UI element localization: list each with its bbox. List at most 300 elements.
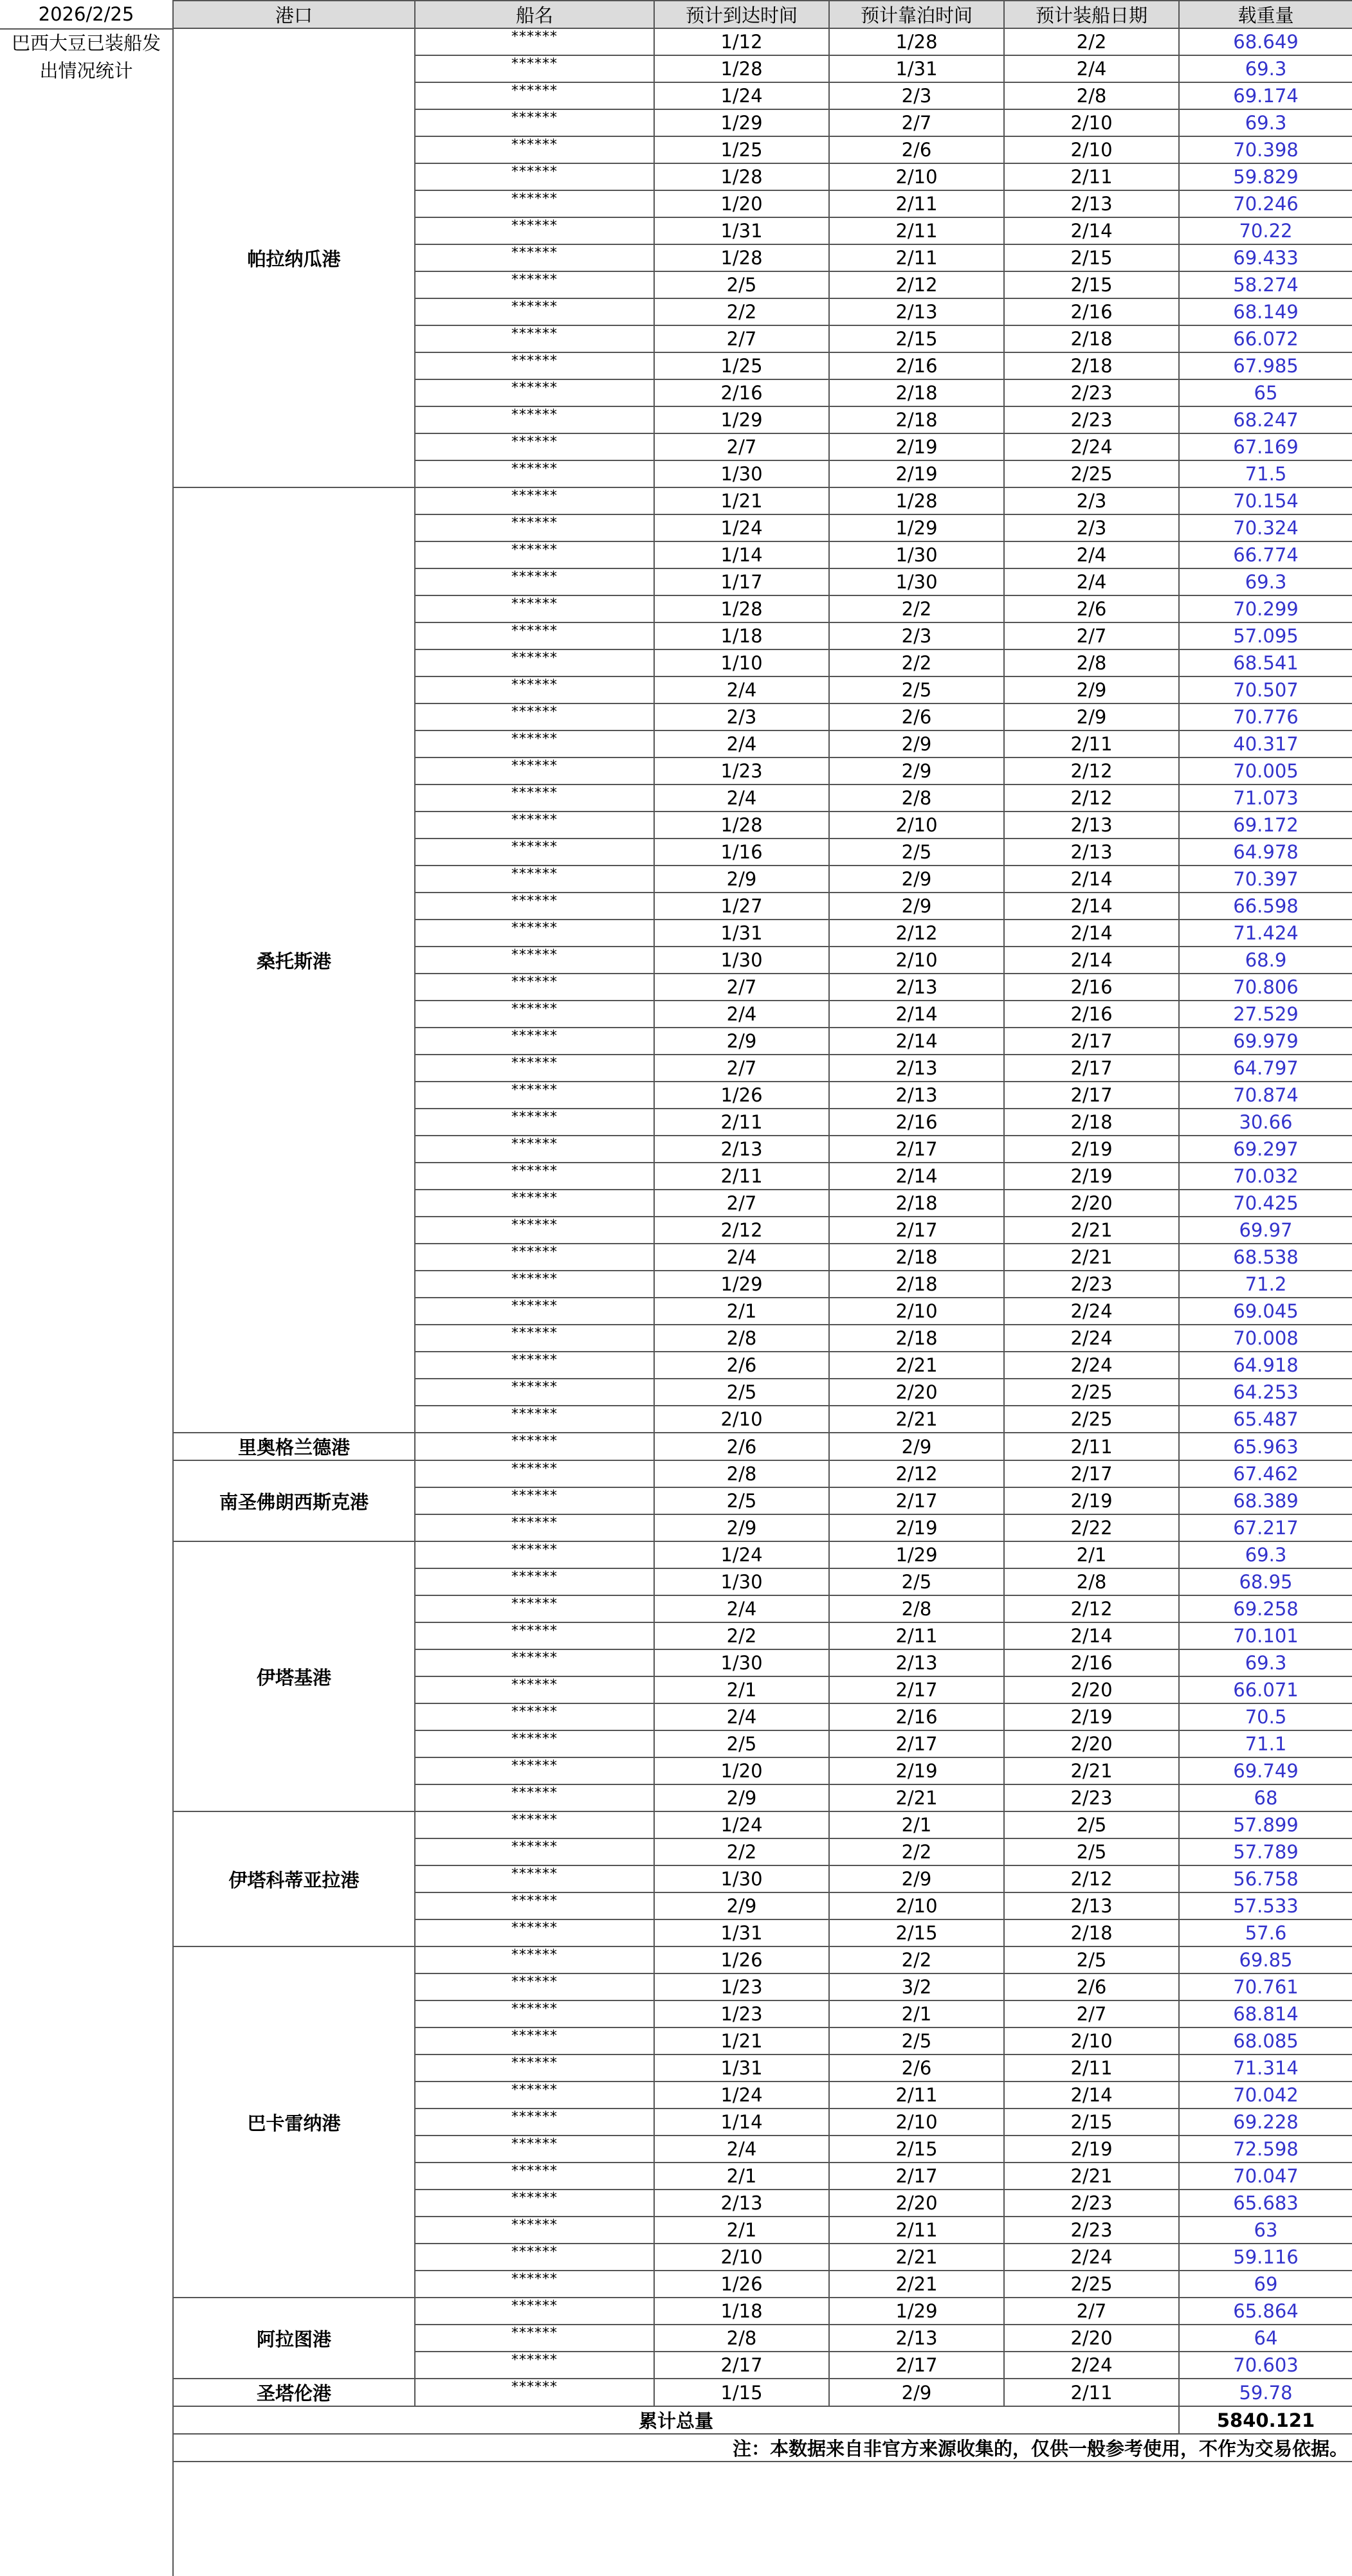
loading-date-cell: 2/16 (1004, 1649, 1179, 1676)
loading-date-cell: 2/11 (1004, 730, 1179, 757)
berthing-cell: 2/13 (829, 2325, 1004, 2352)
berthing-cell: 2/11 (829, 2217, 1004, 2244)
loading-date-cell: 2/20 (1004, 1190, 1179, 1217)
loading-date-cell: 2/12 (1004, 785, 1179, 812)
tonnage-cell: 59.116 (1179, 2244, 1352, 2271)
eta-cell: 2/9 (654, 1784, 829, 1811)
tonnage-cell: 69 (1179, 2271, 1352, 2298)
eta-cell: 2/2 (654, 1622, 829, 1649)
berthing-cell: 1/30 (829, 541, 1004, 568)
tonnage-cell: 65.864 (1179, 2298, 1352, 2325)
loading-date-cell: 2/23 (1004, 2217, 1179, 2244)
tonnage-cell: 66.774 (1179, 541, 1352, 568)
eta-cell: 1/29 (654, 109, 829, 136)
eta-cell: 1/18 (654, 622, 829, 649)
tonnage-cell: 69.3 (1179, 1649, 1352, 1676)
eta-cell: 1/31 (654, 2054, 829, 2082)
tonnage-cell: 70.776 (1179, 703, 1352, 730)
berthing-cell: 2/18 (829, 1325, 1004, 1352)
loading-date-cell: 2/12 (1004, 757, 1179, 785)
tonnage-cell: 63 (1179, 2217, 1352, 2244)
loading-date-cell: 2/15 (1004, 271, 1179, 298)
tonnage-cell: 68.95 (1179, 1568, 1352, 1595)
loading-date-cell: 2/19 (1004, 1163, 1179, 1190)
berthing-cell: 2/17 (829, 1676, 1004, 1703)
tonnage-cell: 66.598 (1179, 893, 1352, 920)
loading-date-cell: 2/24 (1004, 433, 1179, 460)
berthing-cell: 2/9 (829, 866, 1004, 893)
berthing-cell: 1/28 (829, 28, 1004, 55)
eta-cell: 2/5 (654, 271, 829, 298)
berthing-cell: 2/9 (829, 893, 1004, 920)
berthing-cell: 2/14 (829, 1028, 1004, 1055)
eta-cell: 2/7 (654, 1055, 829, 1082)
berthing-cell: 2/21 (829, 2271, 1004, 2298)
ship-name-cell: ****** (415, 920, 654, 947)
berthing-cell: 2/6 (829, 136, 1004, 163)
eta-cell: 1/14 (654, 2109, 829, 2136)
loading-date-cell: 2/2 (1004, 28, 1179, 55)
ship-name-cell: ****** (415, 1352, 654, 1379)
tonnage-cell: 27.529 (1179, 1001, 1352, 1028)
loading-date-cell: 2/3 (1004, 514, 1179, 541)
tonnage-cell: 69.174 (1179, 82, 1352, 109)
ship-name-cell: ****** (415, 1622, 654, 1649)
ship-name-cell: ****** (415, 839, 654, 866)
ship-name-cell: ****** (415, 947, 654, 974)
eta-cell: 1/23 (654, 757, 829, 785)
eta-cell: 2/11 (654, 1109, 829, 1136)
eta-cell: 1/21 (654, 2027, 829, 2054)
loading-date-cell: 2/7 (1004, 2000, 1179, 2027)
ship-name-cell: ****** (415, 1163, 654, 1190)
report-title-line2: 出情况统计 (39, 60, 133, 82)
berthing-cell: 2/17 (829, 1217, 1004, 1244)
berthing-cell: 2/2 (829, 1946, 1004, 1973)
berthing-cell: 2/20 (829, 2190, 1004, 2217)
report-title (0, 30, 172, 85)
tonnage-cell: 70.299 (1179, 595, 1352, 622)
ship-name-cell: ****** (415, 1919, 654, 1946)
ship-name-cell: ****** (415, 352, 654, 379)
berthing-cell: 2/17 (829, 2352, 1004, 2379)
eta-cell: 2/7 (654, 974, 829, 1001)
eta-cell: 2/10 (654, 1406, 829, 1433)
tonnage-cell: 57.6 (1179, 1919, 1352, 1946)
eta-cell: 2/7 (654, 325, 829, 352)
tonnage-cell: 69.172 (1179, 812, 1352, 839)
ship-name-cell: ****** (415, 1271, 654, 1298)
berthing-cell: 2/3 (829, 622, 1004, 649)
loading-date-cell: 2/24 (1004, 1352, 1179, 1379)
eta-cell: 2/3 (654, 703, 829, 730)
loading-date-cell: 2/14 (1004, 866, 1179, 893)
tonnage-cell: 64.797 (1179, 1055, 1352, 1082)
table-row (173, 2298, 1352, 2325)
tonnage-cell: 70.324 (1179, 514, 1352, 541)
shipment-table (172, 0, 1352, 2462)
eta-cell: 2/13 (654, 2190, 829, 2217)
ship-name-cell: ****** (415, 1703, 654, 1730)
tonnage-cell: 70.22 (1179, 217, 1352, 244)
table-row (173, 1946, 1352, 1973)
ship-name-cell: ****** (415, 2379, 654, 2406)
eta-cell: 2/4 (654, 676, 829, 703)
loading-date-cell: 2/9 (1004, 703, 1179, 730)
eta-cell: 2/10 (654, 2244, 829, 2271)
eta-cell: 1/14 (654, 541, 829, 568)
berthing-cell: 2/12 (829, 271, 1004, 298)
report-title-line1: 巴西大豆已装船发 (11, 32, 161, 54)
berthing-cell: 2/2 (829, 1838, 1004, 1865)
loading-date-cell: 2/16 (1004, 974, 1179, 1001)
berthing-cell: 2/2 (829, 649, 1004, 676)
tonnage-cell: 64.978 (1179, 839, 1352, 866)
berthing-cell: 2/20 (829, 1379, 1004, 1406)
left-panel (0, 0, 174, 2576)
berthing-cell: 2/9 (829, 2379, 1004, 2406)
tonnage-cell: 71.1 (1179, 1730, 1352, 1757)
eta-cell: 1/25 (654, 136, 829, 163)
loading-date-cell: 2/14 (1004, 947, 1179, 974)
berthing-cell: 2/19 (829, 1757, 1004, 1784)
berthing-cell: 2/16 (829, 1109, 1004, 1136)
tonnage-cell: 70.008 (1179, 1325, 1352, 1352)
ship-name-cell: ****** (415, 1757, 654, 1784)
berthing-cell: 2/1 (829, 2000, 1004, 2027)
eta-cell: 1/31 (654, 920, 829, 947)
ship-name-cell: ****** (415, 1406, 654, 1433)
eta-cell: 2/16 (654, 379, 829, 406)
ship-name-cell: ****** (415, 1460, 654, 1487)
loading-date-cell: 2/19 (1004, 1487, 1179, 1514)
eta-cell: 1/30 (654, 460, 829, 487)
table-row (173, 28, 1352, 55)
berthing-cell: 2/10 (829, 1892, 1004, 1919)
tonnage-cell: 67.217 (1179, 1514, 1352, 1541)
tonnage-cell: 69.3 (1179, 55, 1352, 82)
eta-cell: 2/5 (654, 1379, 829, 1406)
loading-date-cell: 2/12 (1004, 1865, 1179, 1892)
port-name-cell: 阿拉图港 (173, 2298, 415, 2379)
ship-name-cell: ****** (415, 974, 654, 1001)
loading-date-cell: 2/8 (1004, 82, 1179, 109)
table-row (173, 1811, 1352, 1838)
tonnage-cell: 40.317 (1179, 730, 1352, 757)
ship-name-cell: ****** (415, 1244, 654, 1271)
berthing-cell: 2/17 (829, 2163, 1004, 2190)
port-name-cell: 伊塔基港 (173, 1541, 415, 1811)
loading-date-cell: 2/19 (1004, 1136, 1179, 1163)
port-name-cell: 里奥格兰德港 (173, 1433, 415, 1460)
eta-cell: 1/28 (654, 244, 829, 271)
berthing-cell: 2/1 (829, 1811, 1004, 1838)
eta-cell: 1/30 (654, 1865, 829, 1892)
eta-cell: 2/7 (654, 1190, 829, 1217)
loading-date-cell: 2/14 (1004, 893, 1179, 920)
loading-date-cell: 2/18 (1004, 1109, 1179, 1136)
eta-cell: 2/8 (654, 2325, 829, 2352)
ship-name-cell: ****** (415, 1730, 654, 1757)
eta-cell: 1/20 (654, 190, 829, 217)
eta-cell: 1/26 (654, 1082, 829, 1109)
berthing-cell: 2/10 (829, 812, 1004, 839)
loading-date-cell: 2/20 (1004, 2325, 1179, 2352)
berthing-cell: 2/6 (829, 2054, 1004, 2082)
eta-cell: 2/1 (654, 1676, 829, 1703)
tonnage-cell: 69.85 (1179, 1946, 1352, 1973)
report-date: 2026/2/25 (0, 0, 172, 30)
loading-date-cell: 2/24 (1004, 2244, 1179, 2271)
eta-cell: 1/28 (654, 55, 829, 82)
berthing-cell: 2/9 (829, 1865, 1004, 1892)
berthing-cell: 2/6 (829, 703, 1004, 730)
ship-name-cell: ****** (415, 1298, 654, 1325)
tonnage-cell: 67.462 (1179, 1460, 1352, 1487)
eta-cell: 1/24 (654, 2082, 829, 2109)
ship-name-cell: ****** (415, 541, 654, 568)
loading-date-cell: 2/23 (1004, 406, 1179, 433)
eta-cell: 1/30 (654, 1568, 829, 1595)
loading-date-cell: 2/17 (1004, 1082, 1179, 1109)
total-label: 累计总量 (173, 2406, 1179, 2434)
tonnage-cell: 70.806 (1179, 974, 1352, 1001)
berthing-cell: 2/8 (829, 1595, 1004, 1622)
table-row (173, 487, 1352, 514)
loading-date-cell: 2/3 (1004, 487, 1179, 514)
ship-name-cell: ****** (415, 649, 654, 676)
tonnage-cell: 68.085 (1179, 2027, 1352, 2054)
table-row (173, 2379, 1352, 2406)
tonnage-cell: 68.649 (1179, 28, 1352, 55)
berthing-cell: 1/29 (829, 2298, 1004, 2325)
port-name-cell: 桑托斯港 (173, 487, 415, 1433)
tonnage-cell: 68.814 (1179, 2000, 1352, 2027)
ship-name-cell: ****** (415, 136, 654, 163)
berthing-cell: 2/18 (829, 1190, 1004, 1217)
eta-cell: 1/29 (654, 406, 829, 433)
tonnage-cell: 70.042 (1179, 2082, 1352, 2109)
eta-cell: 2/11 (654, 1163, 829, 1190)
eta-cell: 1/20 (654, 1757, 829, 1784)
berthing-cell: 2/11 (829, 217, 1004, 244)
tonnage-cell: 69.749 (1179, 1757, 1352, 1784)
loading-date-cell: 2/12 (1004, 1595, 1179, 1622)
tonnage-cell: 70.507 (1179, 676, 1352, 703)
eta-cell: 2/6 (654, 1352, 829, 1379)
header-berthing: 预计靠泊时间 (829, 1, 1004, 28)
loading-date-cell: 2/18 (1004, 352, 1179, 379)
berthing-cell: 2/16 (829, 352, 1004, 379)
ship-name-cell: ****** (415, 1946, 654, 1973)
tonnage-cell: 71.5 (1179, 460, 1352, 487)
tonnage-cell: 59.78 (1179, 2379, 1352, 2406)
tonnage-cell: 65.683 (1179, 2190, 1352, 2217)
ship-name-cell: ****** (415, 433, 654, 460)
ship-name-cell: ****** (415, 1109, 654, 1136)
port-name-cell: 圣塔伦港 (173, 2379, 415, 2406)
berthing-cell: 2/21 (829, 1406, 1004, 1433)
loading-date-cell: 2/18 (1004, 325, 1179, 352)
ship-name-cell: ****** (415, 325, 654, 352)
eta-cell: 1/18 (654, 2298, 829, 2325)
eta-cell: 2/4 (654, 785, 829, 812)
berthing-cell: 2/15 (829, 1919, 1004, 1946)
loading-date-cell: 2/21 (1004, 2163, 1179, 2190)
berthing-cell: 2/12 (829, 920, 1004, 947)
loading-date-cell: 2/21 (1004, 1217, 1179, 1244)
eta-cell: 2/17 (654, 2352, 829, 2379)
eta-cell: 2/1 (654, 2217, 829, 2244)
ship-name-cell: ****** (415, 298, 654, 325)
berthing-cell: 2/7 (829, 109, 1004, 136)
tonnage-cell: 57.533 (1179, 1892, 1352, 1919)
port-name-cell: 伊塔科蒂亚拉港 (173, 1811, 415, 1946)
loading-date-cell: 2/20 (1004, 1730, 1179, 1757)
loading-date-cell: 2/23 (1004, 379, 1179, 406)
loading-date-cell: 2/11 (1004, 2379, 1179, 2406)
port-name-cell: 南圣佛朗西斯克港 (173, 1460, 415, 1541)
loading-date-cell: 2/1 (1004, 1541, 1179, 1568)
loading-date-cell: 2/4 (1004, 55, 1179, 82)
berthing-cell: 1/28 (829, 487, 1004, 514)
ship-name-cell: ****** (415, 1190, 654, 1217)
ship-name-cell: ****** (415, 1136, 654, 1163)
ship-name-cell: ****** (415, 2217, 654, 2244)
ship-name-cell: ****** (415, 1541, 654, 1568)
loading-date-cell: 2/14 (1004, 217, 1179, 244)
loading-date-cell: 2/23 (1004, 2190, 1179, 2217)
loading-date-cell: 2/7 (1004, 2298, 1179, 2325)
tonnage-cell: 69.97 (1179, 1217, 1352, 1244)
table-row (173, 1433, 1352, 1460)
ship-name-cell: ****** (415, 163, 654, 190)
tonnage-cell: 64 (1179, 2325, 1352, 2352)
berthing-cell: 2/8 (829, 785, 1004, 812)
tonnage-cell: 71.424 (1179, 920, 1352, 947)
eta-cell: 1/29 (654, 1271, 829, 1298)
tonnage-cell: 66.071 (1179, 1676, 1352, 1703)
ship-name-cell: ****** (415, 2190, 654, 2217)
ship-name-cell: ****** (415, 1811, 654, 1838)
berthing-cell: 2/13 (829, 1082, 1004, 1109)
ship-name-cell: ****** (415, 2271, 654, 2298)
eta-cell: 1/27 (654, 893, 829, 920)
tonnage-cell: 67.169 (1179, 433, 1352, 460)
ship-name-cell: ****** (415, 28, 654, 55)
loading-date-cell: 2/16 (1004, 1001, 1179, 1028)
berthing-cell: 2/11 (829, 2082, 1004, 2109)
tonnage-cell: 68 (1179, 1784, 1352, 1811)
loading-date-cell: 2/21 (1004, 1244, 1179, 1271)
ship-name-cell: ****** (415, 1838, 654, 1865)
ship-name-cell: ****** (415, 1217, 654, 1244)
ship-name-cell: ****** (415, 487, 654, 514)
loading-date-cell: 2/14 (1004, 2082, 1179, 2109)
loading-date-cell: 2/14 (1004, 920, 1179, 947)
loading-date-cell: 2/13 (1004, 839, 1179, 866)
loading-date-cell: 2/11 (1004, 2054, 1179, 2082)
tonnage-cell: 70.398 (1179, 136, 1352, 163)
ship-name-cell: ****** (415, 1865, 654, 1892)
eta-cell: 1/31 (654, 217, 829, 244)
ship-name-cell: ****** (415, 2109, 654, 2136)
ship-name-cell: ****** (415, 2136, 654, 2163)
eta-cell: 1/28 (654, 163, 829, 190)
loading-date-cell: 2/25 (1004, 1379, 1179, 1406)
berthing-cell: 2/13 (829, 1055, 1004, 1082)
shipment-table-body (173, 28, 1352, 2406)
berthing-cell: 2/15 (829, 2136, 1004, 2163)
tonnage-cell: 66.072 (1179, 325, 1352, 352)
tonnage-cell: 69.433 (1179, 244, 1352, 271)
ship-name-cell: ****** (415, 244, 654, 271)
tonnage-cell: 70.005 (1179, 757, 1352, 785)
ship-name-cell: ****** (415, 1784, 654, 1811)
loading-date-cell: 2/23 (1004, 1271, 1179, 1298)
tonnage-cell: 69.3 (1179, 109, 1352, 136)
berthing-cell: 2/18 (829, 406, 1004, 433)
berthing-cell: 2/19 (829, 433, 1004, 460)
loading-date-cell: 2/15 (1004, 244, 1179, 271)
loading-date-cell: 2/10 (1004, 2027, 1179, 2054)
port-name-cell: 巴卡雷纳港 (173, 1946, 415, 2298)
loading-date-cell: 2/5 (1004, 1946, 1179, 1973)
tonnage-cell: 71.2 (1179, 1271, 1352, 1298)
loading-date-cell: 2/16 (1004, 298, 1179, 325)
loading-date-cell: 2/22 (1004, 1514, 1179, 1541)
tonnage-cell: 69.3 (1179, 1541, 1352, 1568)
tonnage-cell: 69.258 (1179, 1595, 1352, 1622)
ship-name-cell: ****** (415, 622, 654, 649)
berthing-cell: 2/3 (829, 82, 1004, 109)
ship-name-cell: ****** (415, 866, 654, 893)
ship-name-cell: ****** (415, 1973, 654, 2000)
berthing-cell: 2/10 (829, 1298, 1004, 1325)
eta-cell: 2/5 (654, 1730, 829, 1757)
tonnage-cell: 69.045 (1179, 1298, 1352, 1325)
eta-cell: 1/24 (654, 1541, 829, 1568)
berthing-cell: 2/14 (829, 1163, 1004, 1190)
eta-cell: 2/4 (654, 1001, 829, 1028)
loading-date-cell: 2/9 (1004, 676, 1179, 703)
tonnage-cell: 69.3 (1179, 568, 1352, 595)
tonnage-cell: 59.829 (1179, 163, 1352, 190)
tonnage-cell: 70.5 (1179, 1703, 1352, 1730)
eta-cell: 1/25 (654, 352, 829, 379)
loading-date-cell: 2/25 (1004, 460, 1179, 487)
eta-cell: 1/31 (654, 1919, 829, 1946)
ship-name-cell: ****** (415, 893, 654, 920)
berthing-cell: 2/17 (829, 1730, 1004, 1757)
eta-cell: 2/7 (654, 433, 829, 460)
ship-name-cell: ****** (415, 460, 654, 487)
ship-name-cell: ****** (415, 568, 654, 595)
eta-cell: 2/6 (654, 1433, 829, 1460)
loading-date-cell: 2/8 (1004, 649, 1179, 676)
berthing-cell: 2/11 (829, 244, 1004, 271)
ship-name-cell: ****** (415, 1514, 654, 1541)
ship-name-cell: ****** (415, 1028, 654, 1055)
tonnage-cell: 68.149 (1179, 298, 1352, 325)
disclaimer-note: 注：本数据来自非官方来源收集的，仅供一般参考使用，不作为交易依据。 (173, 2434, 1352, 2462)
berthing-cell: 2/10 (829, 163, 1004, 190)
ship-name-cell: ****** (415, 1676, 654, 1703)
berthing-cell: 2/5 (829, 676, 1004, 703)
berthing-cell: 2/18 (829, 1244, 1004, 1271)
eta-cell: 2/4 (654, 1703, 829, 1730)
loading-date-cell: 2/7 (1004, 622, 1179, 649)
